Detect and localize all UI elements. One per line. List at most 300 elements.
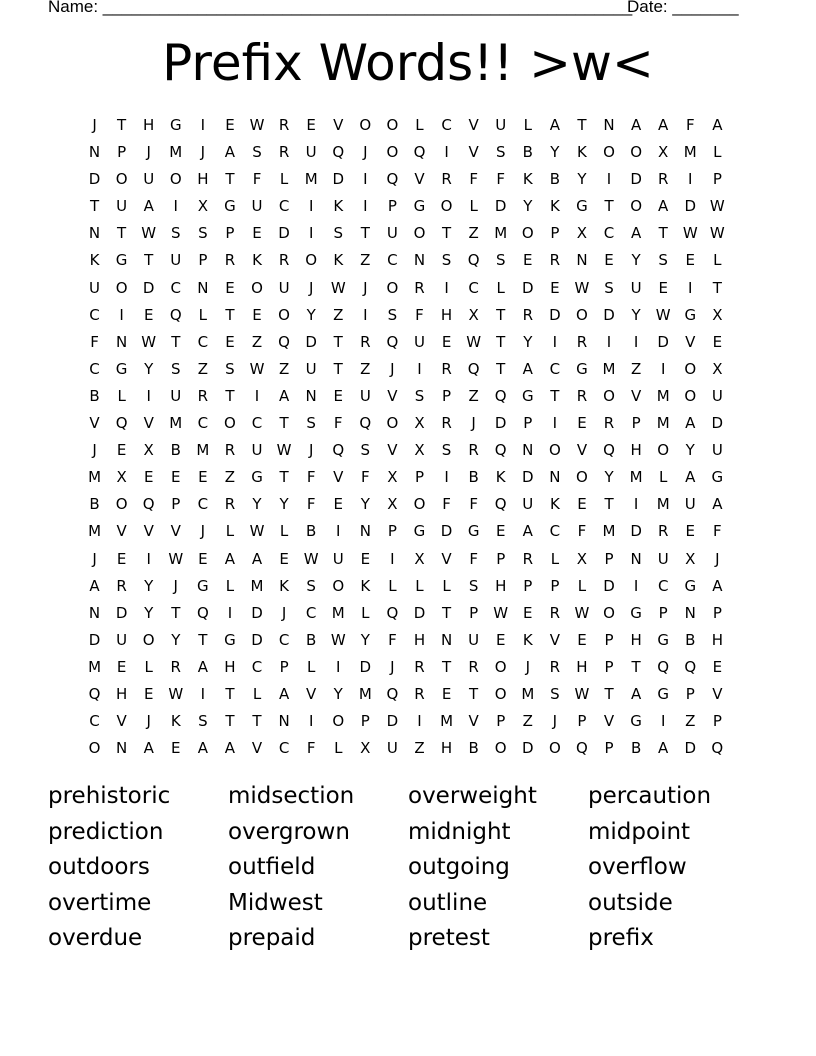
grid-letter[interactable]: O bbox=[115, 495, 128, 514]
grid-letter[interactable]: Y bbox=[306, 305, 316, 324]
grid-letter[interactable]: H bbox=[630, 441, 642, 460]
grid-letter[interactable]: Z bbox=[360, 359, 371, 378]
grid-letter[interactable]: M bbox=[656, 495, 670, 514]
date-field[interactable]: Date: _______ bbox=[627, 0, 739, 16]
grid-letter[interactable]: O bbox=[494, 739, 507, 758]
grid-letter[interactable]: C bbox=[603, 224, 615, 243]
grid-letter[interactable]: W bbox=[141, 224, 157, 243]
grid-letter[interactable]: L bbox=[252, 684, 262, 703]
grid-letter[interactable]: Q bbox=[684, 657, 697, 676]
grid-letter[interactable]: J bbox=[363, 143, 368, 162]
grid-letter[interactable]: K bbox=[522, 170, 533, 189]
grid-letter[interactable]: X bbox=[414, 441, 425, 460]
grid-letter[interactable]: X bbox=[143, 441, 154, 460]
grid-letter[interactable]: E bbox=[143, 684, 154, 703]
grid-letter[interactable]: S bbox=[252, 143, 262, 162]
grid-letter[interactable]: Q bbox=[278, 332, 290, 351]
grid-letter[interactable]: S bbox=[414, 386, 425, 405]
grid-letter[interactable]: Y bbox=[360, 630, 370, 649]
grid-letter[interactable]: X bbox=[576, 549, 588, 568]
grid-letter[interactable]: R bbox=[197, 386, 209, 405]
grid-letter[interactable]: G bbox=[169, 116, 182, 134]
grid-letter[interactable]: H bbox=[224, 657, 236, 676]
grid-letter[interactable]: I bbox=[633, 495, 639, 514]
grid-letter[interactable]: A bbox=[197, 739, 208, 758]
grid-letter[interactable]: J bbox=[363, 278, 368, 297]
grid-letter[interactable]: N bbox=[522, 441, 534, 460]
grid-letter[interactable]: G bbox=[197, 576, 209, 595]
grid-letter[interactable]: Q bbox=[467, 359, 480, 378]
grid-letter[interactable]: P bbox=[604, 739, 614, 758]
grid-letter[interactable]: W bbox=[466, 332, 482, 351]
grid-letter[interactable]: C bbox=[278, 197, 290, 216]
grid-letter[interactable]: J bbox=[308, 441, 314, 460]
grid-letter[interactable]: R bbox=[360, 332, 371, 351]
grid-letter[interactable]: X bbox=[116, 468, 127, 487]
grid-letter[interactable]: G bbox=[684, 576, 697, 595]
grid-letter[interactable]: E bbox=[495, 522, 506, 541]
grid-letter[interactable]: E bbox=[143, 468, 154, 487]
grid-letter[interactable]: L bbox=[713, 143, 722, 162]
grid-letter[interactable]: D bbox=[630, 170, 642, 189]
grid-letter[interactable]: U bbox=[305, 359, 317, 378]
grid-letter[interactable]: E bbox=[333, 495, 343, 514]
grid-letter[interactable]: S bbox=[171, 224, 181, 243]
grid-letter[interactable]: X bbox=[414, 549, 425, 568]
grid-letter[interactable]: J bbox=[525, 657, 530, 676]
grid-letter[interactable]: M bbox=[169, 414, 183, 433]
grid-letter[interactable]: L bbox=[713, 251, 722, 270]
grid-letter[interactable]: W bbox=[249, 522, 265, 541]
grid-letter[interactable]: B bbox=[89, 386, 100, 405]
grid-letter[interactable]: G bbox=[467, 522, 480, 541]
grid-letter[interactable]: P bbox=[658, 603, 668, 622]
grid-letter[interactable]: Q bbox=[467, 251, 480, 270]
grid-letter[interactable]: D bbox=[88, 170, 101, 189]
grid-letter[interactable]: P bbox=[712, 712, 722, 731]
grid-letter[interactable]: A bbox=[549, 116, 560, 134]
grid-letter[interactable]: T bbox=[496, 359, 506, 378]
grid-letter[interactable]: X bbox=[414, 414, 425, 433]
grid-letter[interactable]: M bbox=[88, 468, 102, 487]
grid-letter[interactable]: D bbox=[522, 739, 534, 758]
grid-letter[interactable]: G bbox=[630, 712, 642, 731]
grid-letter[interactable]: O bbox=[251, 278, 263, 297]
grid-letter[interactable]: P bbox=[631, 414, 641, 433]
grid-letter[interactable]: C bbox=[549, 522, 561, 541]
grid-letter[interactable]: M bbox=[331, 603, 345, 622]
grid-letter[interactable]: U bbox=[278, 278, 290, 297]
grid-letter[interactable]: T bbox=[225, 386, 235, 405]
grid-letter[interactable]: T bbox=[225, 712, 235, 731]
grid-letter[interactable]: E bbox=[252, 224, 262, 243]
grid-letter[interactable]: Y bbox=[685, 441, 695, 460]
grid-letter[interactable]: O bbox=[386, 414, 399, 433]
grid-letter[interactable]: L bbox=[550, 549, 560, 568]
grid-letter[interactable]: T bbox=[279, 468, 289, 487]
grid-letter[interactable]: D bbox=[115, 603, 128, 622]
grid-letter[interactable]: D bbox=[603, 305, 615, 324]
grid-letter[interactable]: X bbox=[197, 197, 208, 216]
grid-letter[interactable]: V bbox=[712, 684, 723, 703]
grid-letter[interactable]: Z bbox=[360, 251, 371, 270]
grid-letter[interactable]: R bbox=[224, 495, 236, 514]
grid-letter[interactable]: W bbox=[330, 278, 346, 297]
grid-letter[interactable]: O bbox=[278, 305, 290, 324]
grid-letter[interactable]: V bbox=[630, 386, 642, 405]
grid-letter[interactable]: X bbox=[685, 549, 696, 568]
grid-letter[interactable]: W bbox=[276, 441, 292, 460]
grid-letter[interactable]: V bbox=[468, 116, 479, 134]
grid-letter[interactable]: D bbox=[522, 278, 534, 297]
grid-letter[interactable]: J bbox=[92, 549, 97, 568]
grid-letter[interactable]: D bbox=[494, 414, 507, 433]
grid-letter[interactable]: Y bbox=[631, 251, 641, 270]
grid-letter[interactable]: M bbox=[629, 468, 643, 487]
grid-letter[interactable]: R bbox=[603, 414, 615, 433]
grid-letter[interactable]: Y bbox=[523, 197, 533, 216]
grid-letter[interactable]: Z bbox=[630, 359, 642, 378]
grid-letter[interactable]: A bbox=[278, 386, 290, 405]
grid-letter[interactable]: O bbox=[332, 576, 345, 595]
grid-letter[interactable]: N bbox=[603, 116, 615, 134]
grid-letter[interactable]: I bbox=[363, 197, 368, 216]
grid-letter[interactable]: U bbox=[89, 278, 101, 297]
grid-letter[interactable]: B bbox=[468, 739, 479, 758]
grid-letter[interactable]: T bbox=[441, 603, 452, 622]
grid-letter[interactable]: G bbox=[413, 197, 426, 216]
grid-letter[interactable]: U bbox=[332, 549, 344, 568]
grid-letter[interactable]: O bbox=[603, 603, 615, 622]
grid-letter[interactable]: A bbox=[522, 359, 533, 378]
grid-letter[interactable]: R bbox=[414, 657, 425, 676]
grid-letter[interactable]: Q bbox=[88, 684, 101, 703]
grid-letter[interactable]: H bbox=[143, 116, 155, 134]
grid-letter[interactable]: R bbox=[170, 657, 181, 676]
grid-letter[interactable]: K bbox=[333, 251, 344, 270]
grid-letter[interactable]: T bbox=[198, 630, 208, 649]
grid-letter[interactable]: H bbox=[115, 684, 128, 703]
grid-letter[interactable]: C bbox=[170, 278, 182, 297]
grid-letter[interactable]: Q bbox=[332, 441, 345, 460]
grid-letter[interactable]: A bbox=[522, 522, 533, 541]
grid-letter[interactable]: U bbox=[468, 630, 480, 649]
grid-letter[interactable]: V bbox=[116, 712, 127, 731]
grid-letter[interactable]: I bbox=[308, 712, 314, 731]
grid-letter[interactable]: C bbox=[197, 414, 209, 433]
grid-letter[interactable]: H bbox=[495, 576, 507, 595]
grid-letter[interactable]: T bbox=[89, 197, 100, 216]
grid-letter[interactable]: I bbox=[552, 414, 558, 433]
grid-letter[interactable]: S bbox=[441, 441, 452, 460]
grid-letter[interactable]: D bbox=[711, 414, 724, 433]
grid-letter[interactable]: D bbox=[142, 278, 155, 297]
grid-letter[interactable]: Q bbox=[386, 170, 399, 189]
grid-letter[interactable]: Z bbox=[468, 386, 479, 405]
grid-letter[interactable]: E bbox=[116, 441, 127, 460]
grid-letter[interactable]: R bbox=[414, 278, 425, 297]
grid-letter[interactable]: K bbox=[549, 197, 560, 216]
grid-letter[interactable]: F bbox=[469, 549, 478, 568]
grid-letter[interactable]: E bbox=[658, 278, 668, 297]
grid-letter[interactable]: V bbox=[441, 549, 452, 568]
grid-letter[interactable]: Q bbox=[386, 332, 399, 351]
grid-letter[interactable]: W bbox=[249, 359, 265, 378]
grid-letter[interactable]: S bbox=[333, 224, 343, 243]
grid-letter[interactable]: H bbox=[197, 170, 209, 189]
grid-letter[interactable]: Z bbox=[251, 332, 263, 351]
grid-letter[interactable]: N bbox=[88, 224, 101, 243]
grid-letter[interactable]: T bbox=[712, 278, 722, 297]
grid-letter[interactable]: Y bbox=[279, 495, 289, 514]
grid-letter[interactable]: K bbox=[549, 495, 560, 514]
grid-letter[interactable]: P bbox=[550, 576, 560, 595]
grid-letter[interactable]: S bbox=[225, 359, 235, 378]
grid-letter[interactable]: A bbox=[89, 576, 100, 595]
grid-letter[interactable]: L bbox=[334, 739, 343, 758]
grid-letter[interactable]: R bbox=[522, 305, 533, 324]
grid-letter[interactable]: O bbox=[684, 359, 697, 378]
grid-letter[interactable]: Z bbox=[685, 712, 696, 731]
grid-letter[interactable]: U bbox=[116, 197, 128, 216]
grid-letter[interactable]: Q bbox=[332, 143, 345, 162]
grid-letter[interactable]: G bbox=[576, 197, 588, 216]
grid-letter[interactable]: A bbox=[658, 739, 669, 758]
grid-letter[interactable]: D bbox=[305, 332, 317, 351]
grid-letter[interactable]: K bbox=[333, 197, 344, 216]
grid-letter[interactable]: R bbox=[468, 657, 479, 676]
grid-letter[interactable]: N bbox=[116, 739, 128, 758]
grid-letter[interactable]: K bbox=[495, 468, 506, 487]
grid-letter[interactable]: P bbox=[469, 603, 479, 622]
grid-letter[interactable]: P bbox=[360, 712, 370, 731]
grid-letter[interactable]: Y bbox=[144, 576, 154, 595]
grid-letter[interactable]: I bbox=[363, 305, 368, 324]
grid-letter[interactable]: R bbox=[278, 251, 290, 270]
grid-letter[interactable]: T bbox=[117, 116, 127, 134]
grid-letter[interactable]: C bbox=[89, 305, 100, 324]
grid-letter[interactable]: K bbox=[89, 251, 100, 270]
grid-letter[interactable]: O bbox=[684, 386, 697, 405]
grid-letter[interactable]: S bbox=[306, 576, 316, 595]
grid-letter[interactable]: X bbox=[387, 495, 398, 514]
grid-letter[interactable]: J bbox=[390, 359, 395, 378]
grid-letter[interactable]: M bbox=[196, 441, 210, 460]
grid-letter[interactable]: Y bbox=[144, 603, 154, 622]
grid-letter[interactable]: M bbox=[656, 386, 670, 405]
grid-letter[interactable]: J bbox=[173, 576, 178, 595]
grid-letter[interactable]: F bbox=[361, 468, 370, 487]
grid-letter[interactable]: D bbox=[440, 522, 453, 541]
grid-letter[interactable]: O bbox=[521, 224, 534, 243]
grid-letter[interactable]: T bbox=[279, 414, 289, 433]
grid-letter[interactable]: N bbox=[359, 522, 371, 541]
grid-letter[interactable]: D bbox=[549, 305, 561, 324]
grid-letter[interactable]: C bbox=[251, 414, 263, 433]
grid-letter[interactable]: O bbox=[386, 116, 399, 134]
grid-letter[interactable]: E bbox=[225, 332, 235, 351]
grid-letter[interactable]: V bbox=[685, 332, 696, 351]
grid-letter[interactable]: F bbox=[306, 739, 316, 758]
grid-letter[interactable]: X bbox=[387, 468, 398, 487]
grid-letter[interactable]: S bbox=[171, 359, 181, 378]
grid-letter[interactable]: U bbox=[359, 386, 371, 405]
grid-letter[interactable]: Q bbox=[386, 684, 399, 703]
grid-letter[interactable]: W bbox=[303, 549, 319, 568]
grid-letter[interactable]: C bbox=[441, 116, 452, 134]
grid-letter[interactable]: E bbox=[279, 549, 289, 568]
grid-letter[interactable]: L bbox=[659, 468, 668, 487]
grid-letter[interactable]: I bbox=[444, 468, 449, 487]
grid-letter[interactable]: Q bbox=[576, 739, 588, 758]
grid-letter[interactable]: L bbox=[144, 657, 153, 676]
grid-letter[interactable]: S bbox=[306, 414, 316, 433]
grid-letter[interactable]: V bbox=[414, 170, 425, 189]
grid-letter[interactable]: P bbox=[712, 170, 722, 189]
grid-letter[interactable]: P bbox=[604, 657, 614, 676]
grid-letter[interactable]: V bbox=[603, 712, 615, 731]
grid-letter[interactable]: R bbox=[522, 549, 533, 568]
grid-letter[interactable]: O bbox=[88, 739, 101, 758]
grid-letter[interactable]: A bbox=[685, 468, 696, 487]
grid-letter[interactable]: E bbox=[143, 305, 154, 324]
grid-letter[interactable]: D bbox=[603, 576, 615, 595]
grid-letter[interactable]: Y bbox=[550, 143, 560, 162]
grid-letter[interactable]: P bbox=[523, 414, 533, 433]
grid-letter[interactable]: L bbox=[306, 657, 316, 676]
grid-letter[interactable]: T bbox=[631, 657, 641, 676]
grid-letter[interactable]: Q bbox=[494, 386, 507, 405]
grid-letter[interactable]: C bbox=[549, 359, 561, 378]
grid-letter[interactable]: F bbox=[442, 495, 451, 514]
grid-letter[interactable]: O bbox=[630, 143, 642, 162]
grid-letter[interactable]: L bbox=[279, 170, 289, 189]
grid-letter[interactable]: O bbox=[603, 386, 615, 405]
grid-letter[interactable]: T bbox=[604, 197, 614, 216]
grid-letter[interactable]: J bbox=[281, 603, 287, 622]
grid-letter[interactable]: Q bbox=[142, 495, 155, 514]
grid-letter[interactable]: B bbox=[306, 630, 317, 649]
grid-letter[interactable]: I bbox=[227, 603, 233, 622]
grid-letter[interactable]: G bbox=[251, 468, 263, 487]
grid-letter[interactable]: S bbox=[198, 224, 208, 243]
grid-letter[interactable]: P bbox=[442, 386, 452, 405]
grid-letter[interactable]: G bbox=[630, 603, 642, 622]
grid-letter[interactable]: J bbox=[715, 549, 720, 568]
grid-letter[interactable]: S bbox=[658, 251, 668, 270]
grid-letter[interactable]: O bbox=[386, 143, 399, 162]
grid-letter[interactable]: A bbox=[251, 549, 263, 568]
grid-letter[interactable]: A bbox=[630, 684, 642, 703]
grid-letter[interactable]: R bbox=[657, 522, 669, 541]
grid-letter[interactable]: N bbox=[197, 278, 209, 297]
grid-letter[interactable]: C bbox=[89, 712, 100, 731]
grid-letter[interactable]: X bbox=[576, 224, 588, 243]
grid-letter[interactable]: S bbox=[495, 251, 506, 270]
grid-letter[interactable]: O bbox=[630, 197, 642, 216]
grid-letter[interactable]: P bbox=[171, 495, 181, 514]
grid-letter[interactable]: U bbox=[305, 143, 317, 162]
grid-letter[interactable]: V bbox=[387, 441, 398, 460]
grid-letter[interactable]: I bbox=[308, 197, 314, 216]
grid-letter[interactable]: V bbox=[468, 712, 479, 731]
grid-letter[interactable]: I bbox=[444, 143, 449, 162]
grid-letter[interactable]: V bbox=[116, 522, 127, 541]
grid-letter[interactable]: S bbox=[387, 305, 398, 324]
grid-letter[interactable]: V bbox=[143, 414, 154, 433]
grid-letter[interactable]: K bbox=[522, 630, 533, 649]
grid-letter[interactable]: B bbox=[170, 441, 181, 460]
grid-letter[interactable]: L bbox=[388, 576, 397, 595]
grid-letter[interactable]: Q bbox=[386, 603, 399, 622]
grid-letter[interactable]: O bbox=[115, 278, 128, 297]
grid-letter[interactable]: T bbox=[117, 224, 127, 243]
grid-letter[interactable]: U bbox=[251, 441, 263, 460]
grid-letter[interactable]: N bbox=[88, 603, 101, 622]
grid-letter[interactable]: T bbox=[144, 251, 154, 270]
grid-letter[interactable]: E bbox=[712, 657, 723, 676]
grid-letter[interactable]: U bbox=[495, 116, 507, 134]
grid-letter[interactable]: P bbox=[198, 251, 208, 270]
grid-letter[interactable]: L bbox=[279, 522, 289, 541]
grid-letter[interactable]: D bbox=[251, 603, 263, 622]
grid-letter[interactable]: L bbox=[577, 576, 587, 595]
grid-letter[interactable]: M bbox=[88, 522, 102, 541]
grid-letter[interactable]: I bbox=[688, 170, 693, 189]
grid-letter[interactable]: Z bbox=[414, 739, 425, 758]
grid-letter[interactable]: G bbox=[711, 468, 724, 487]
grid-letter[interactable]: L bbox=[523, 116, 532, 134]
grid-letter[interactable]: J bbox=[92, 116, 97, 134]
grid-letter[interactable]: U bbox=[386, 224, 398, 243]
grid-letter[interactable]: C bbox=[657, 576, 669, 595]
grid-letter[interactable]: Q bbox=[359, 414, 372, 433]
grid-letter[interactable]: Y bbox=[577, 170, 587, 189]
grid-letter[interactable]: Z bbox=[197, 359, 208, 378]
grid-letter[interactable]: T bbox=[658, 224, 668, 243]
grid-letter[interactable]: I bbox=[444, 278, 449, 297]
grid-letter[interactable]: T bbox=[496, 305, 506, 324]
grid-letter[interactable]: D bbox=[278, 224, 290, 243]
grid-letter[interactable]: Q bbox=[657, 657, 670, 676]
grid-letter[interactable]: U bbox=[657, 549, 669, 568]
grid-letter[interactable]: N bbox=[278, 712, 290, 731]
grid-letter[interactable]: G bbox=[657, 684, 669, 703]
grid-letter[interactable]: B bbox=[549, 170, 561, 189]
grid-letter[interactable]: H bbox=[413, 630, 426, 649]
grid-letter[interactable]: N bbox=[549, 468, 561, 487]
grid-letter[interactable]: O bbox=[115, 170, 128, 189]
grid-letter[interactable]: W bbox=[574, 684, 590, 703]
grid-letter[interactable]: O bbox=[305, 251, 318, 270]
grid-letter[interactable]: J bbox=[200, 522, 206, 541]
grid-letter[interactable]: W bbox=[682, 224, 698, 243]
grid-letter[interactable]: Y bbox=[171, 630, 181, 649]
grid-letter[interactable]: V bbox=[251, 739, 263, 758]
grid-letter[interactable]: I bbox=[336, 522, 341, 541]
grid-letter[interactable]: V bbox=[387, 386, 398, 405]
grid-letter[interactable]: I bbox=[688, 278, 693, 297]
grid-letter[interactable]: L bbox=[225, 522, 235, 541]
grid-letter[interactable]: H bbox=[711, 630, 723, 649]
grid-letter[interactable]: A bbox=[224, 739, 236, 758]
grid-letter[interactable]: E bbox=[360, 549, 371, 568]
grid-letter[interactable]: P bbox=[604, 630, 614, 649]
grid-letter[interactable]: V bbox=[333, 116, 344, 134]
grid-letter[interactable]: O bbox=[142, 630, 155, 649]
grid-letter[interactable]: M bbox=[494, 224, 508, 243]
grid-letter[interactable]: R bbox=[441, 414, 452, 433]
